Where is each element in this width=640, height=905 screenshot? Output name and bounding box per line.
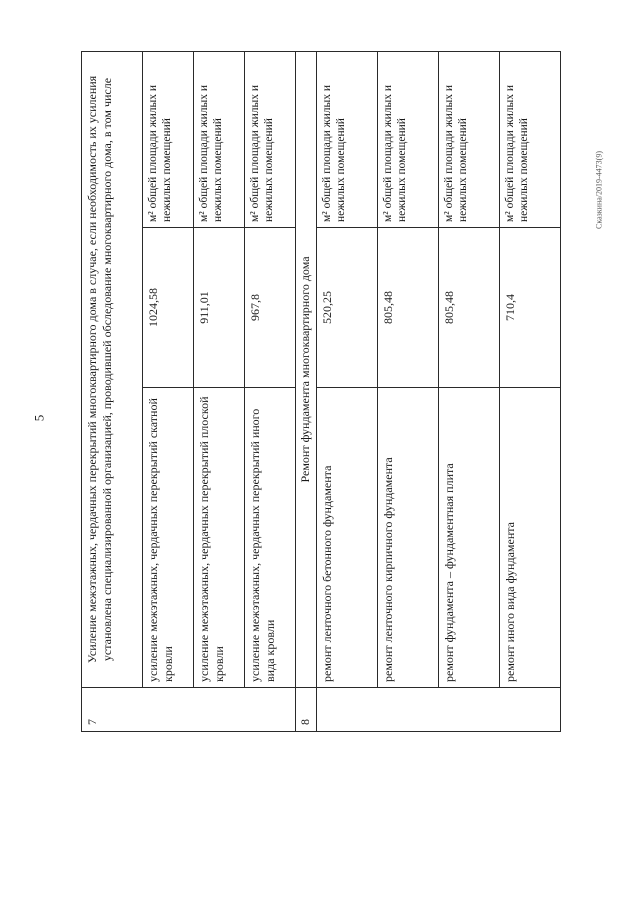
table-row — [245, 51, 296, 731]
table-row — [317, 51, 378, 731]
work-name: усиление межэтажных, чердачных перекрытий иного вида кровли — [245, 388, 296, 688]
cost-value: 1024,58 — [143, 228, 194, 388]
work-name: ремонт ленточного бетонного фундамента — [317, 388, 378, 688]
document-code: Сказкина/2019-4473(9) — [594, 150, 604, 230]
table-row — [500, 51, 561, 731]
unit: м² общей площади жилых и нежилых помещений — [143, 51, 194, 227]
section-title: Усиление межэтажных, чердачных перекрытий многоквартирного дома в случае, если необходимость их усиления установлена специализированной организацией, проводившей обследование многоквартирного дома, в том числе — [82, 51, 143, 687]
section-title: Ремонт фундамента многоквартирного дома — [296, 51, 317, 687]
table-row — [194, 51, 245, 731]
cost-value: 805,48 — [378, 228, 439, 388]
cost-value: 911,01 — [194, 228, 245, 388]
cost-table — [81, 51, 561, 732]
work-name: усиление межэтажных, чердачных перекрытий плоской кровли — [194, 388, 245, 688]
cost-value: 805,48 — [439, 228, 500, 388]
section-header-row — [296, 51, 317, 731]
page-number: 5 — [31, 414, 47, 422]
section-number: 7 — [82, 688, 296, 732]
blank-cell — [317, 688, 561, 732]
cost-value: 710,4 — [500, 228, 561, 388]
unit: м² общей площади жилых и нежилых помещений — [194, 51, 245, 227]
work-name: ремонт фундамента – фундаментная плита — [439, 388, 500, 688]
cost-value: 520,25 — [317, 228, 378, 388]
table-row — [143, 51, 194, 731]
unit: м² общей площади жилых и нежилых помещений — [500, 51, 561, 227]
unit: м² общей площади жилых и нежилых помещений — [317, 51, 378, 227]
rotated-table-wrapper — [81, 52, 571, 732]
unit: м² общей площади жилых и нежилых помещений — [378, 51, 439, 227]
unit: м² общей площади жилых и нежилых помещений — [439, 51, 500, 227]
work-name: усиление межэтажных, чердачных перекрытий скатной кровли — [143, 388, 194, 688]
table-row — [378, 51, 439, 731]
table-row — [439, 51, 500, 731]
unit: м² общей площади жилых и нежилых помещений — [245, 51, 296, 227]
section-header-row — [82, 51, 143, 731]
work-name: ремонт ленточного кирпичного фундамента — [378, 388, 439, 688]
section-number: 8 — [296, 688, 317, 732]
cost-value: 967,8 — [245, 228, 296, 388]
work-name: ремонт иного вида фундамента — [500, 388, 561, 688]
